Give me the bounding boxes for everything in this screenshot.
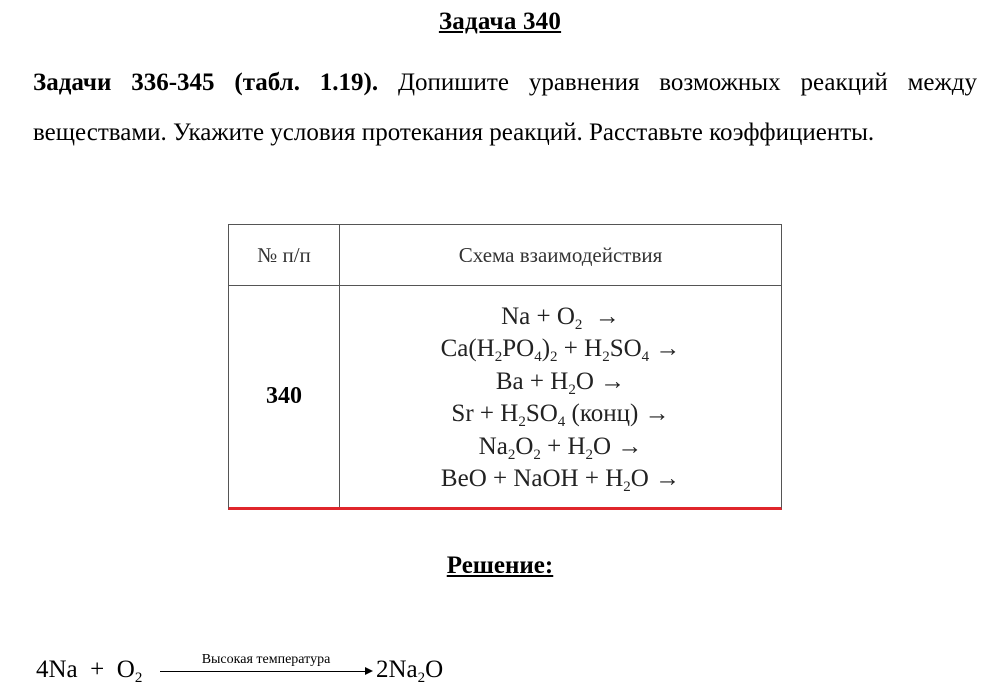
table-header-number: № п/п xyxy=(257,243,311,267)
task-statement xyxy=(33,58,977,158)
table-cell-number: 340 xyxy=(266,383,302,409)
task-reference: Задачи 336-345 (табл. 1.19). xyxy=(33,69,379,96)
reaction-1: $Na + O_2$ → xyxy=(501,303,620,333)
reaction-4: $Sr + H_2SO_4$ (конц) → xyxy=(451,400,670,431)
equation-left-side: $4Na + O_2$ xyxy=(36,656,143,686)
page-title: Задача 340 xyxy=(438,8,562,35)
reaction-6: BeO + NaOH + $H_2O$ → xyxy=(440,465,681,496)
reaction-table xyxy=(228,224,782,510)
reaction-condition-arrow xyxy=(160,652,372,672)
table-header-divider xyxy=(229,285,781,286)
table-header-scheme: Схема взаимодействия xyxy=(458,243,663,267)
reaction-3: $Ba + H_2O$ → xyxy=(495,367,626,398)
reaction-5: $Na_2O_2 + H_2O$ → xyxy=(478,432,643,463)
table-cell-reactions xyxy=(340,301,781,495)
equation-right-side: $2Na_2O$ xyxy=(376,656,444,686)
arrow-icon xyxy=(160,671,366,672)
reaction-2: $Ca(H_2PO_4)_2 + H_2SO_4$ → xyxy=(440,335,681,366)
reaction-condition-label: Высокая температура xyxy=(201,652,331,667)
solution-heading: Решение: xyxy=(446,552,554,579)
task-instructions: Допишите уравнения возможных реакций между веществами. Укажите условия протекания реакций. Расставьте коэффициенты. xyxy=(33,69,978,146)
